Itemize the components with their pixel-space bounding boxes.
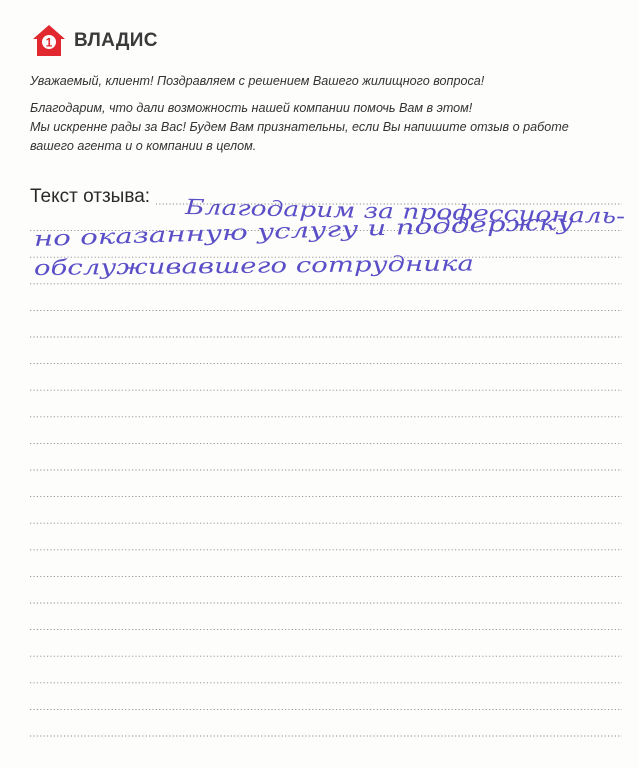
request-line-2: Мы искренне рады за Вас! Будем Вам признательны, если Вы напишите отзыв о работе [30,120,569,134]
logo-text: ВЛАДИС [74,30,158,51]
request-line-3: вашего агента и о компании в целом. [30,139,257,153]
handwriting-line-3: обслуживавшего сотрудника [33,252,370,280]
handwriting-line-1: Благодарим за профессиональ- [184,195,534,227]
greeting-line: Уважаемый, клиент! Поздравляем с решением Вашего жилищного вопроса! [30,74,485,88]
logo-digit: 1 [45,35,53,50]
handwriting-line-2: но оказанную услугу и поддержку [33,214,421,251]
review-title: Текст отзыва: [30,186,156,208]
request-line-1: Благодарим, что дали возможность нашей компании помочь Вам в этом! [30,101,473,115]
